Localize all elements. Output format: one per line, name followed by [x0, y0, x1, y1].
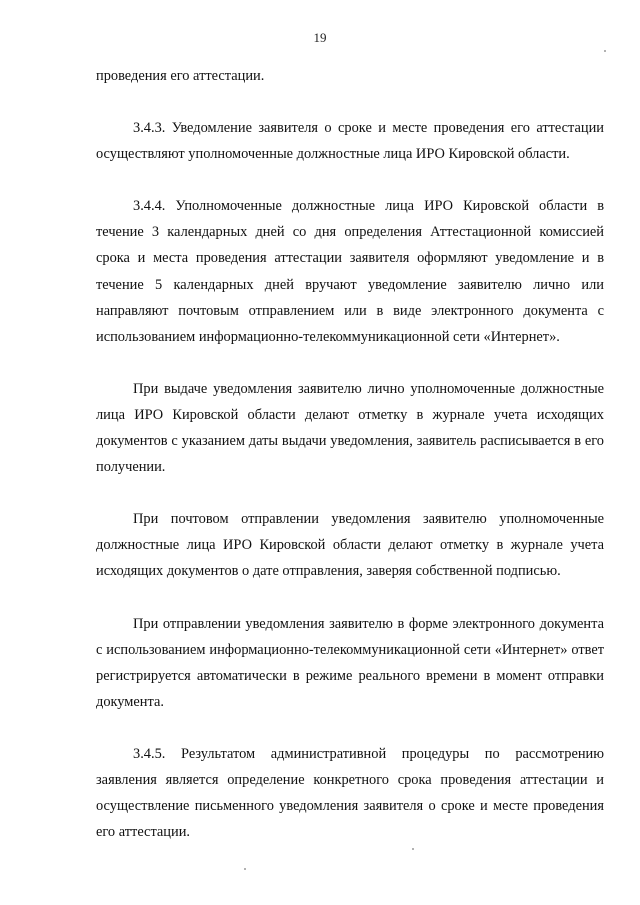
page-number: 19: [313, 30, 327, 45]
paragraph-3-4-4: 3.4.4. Уполномоченные должностные лица ИРО Кировской области в течение 3 календарных дней со дня определения Аттестационной комиссией срока и места проведения аттестации заявителя оформляют уведомление и в течение 5 календарных дней вручают уведомление заявителю лично или направляют почтовым отправлением или в виде электронного документа с использованием информационно-телекоммуникационной сети «Интернет».: [96, 198, 604, 345]
paragraph-electronic-delivery: При отправлении уведомления заявителю в форме электронного документа с использованием информационно-телекоммуникационной сети «Интернет» ответ регистрируется автоматически в режиме реального времени в момент отправки документа.: [96, 615, 604, 710]
paragraph-3-4-5: 3.4.5. Результатом административной процедуры по рассмотрению заявления является определение конкретного срока проведения аттестации и осуществление письменного уведомления заявителя о сроке и месте проведения его аттестации.: [96, 745, 604, 841]
document-body: [96, 63, 604, 871]
scan-speck: [604, 50, 606, 52]
paragraph-3-4-3: 3.4.3. Уведомление заявителя о сроке и месте проведения его аттестации осуществляют уполномоченные должностные лица ИРО Кировской области.: [96, 120, 604, 163]
scan-speck: [412, 848, 414, 850]
scan-speck: [244, 868, 246, 870]
paragraph-postal-delivery: При почтовом отправлении уведомления заявителю уполномоченные должностные лица ИРО Кировской области делают отметку в журнале учета исходящих документов о дате отправления, заверяя собственной подписью.: [96, 511, 604, 580]
paragraph-personal-delivery: При выдаче уведомления заявителю лично уполномоченные должностные лица ИРО Кировской области делают отметку в журнале учета исходящих документов с указанием даты выдачи уведомления, заявитель расписывается в его получении.: [96, 380, 604, 476]
paragraph-continuation: проведения его аттестации.: [96, 68, 265, 84]
